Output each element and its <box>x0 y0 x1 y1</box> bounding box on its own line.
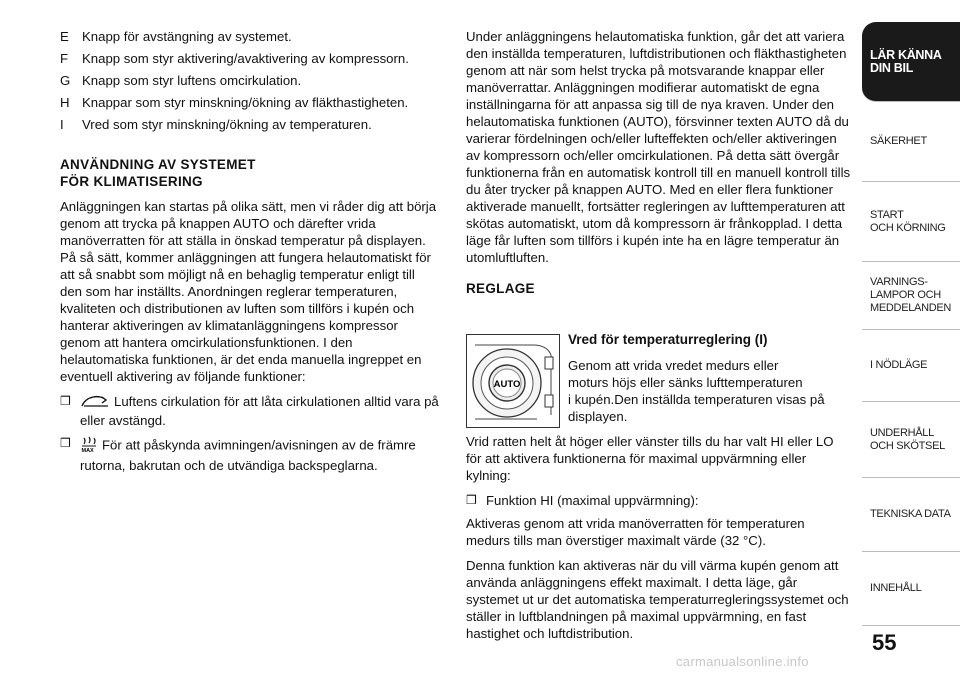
tab-sakerhet[interactable] <box>862 102 960 182</box>
tab-label: VARNINGS- LAMPOR OCH MEDDELANDEN <box>870 276 952 314</box>
list-letter: I <box>60 117 64 132</box>
temperature-knob-image <box>466 334 560 428</box>
tab-label: UNDERHÅLL OCH SKÖTSEL <box>870 426 945 452</box>
list-letter: E <box>60 29 69 44</box>
tab-label: INNEHÅLL <box>870 582 922 594</box>
chapter-sidebar <box>862 0 960 677</box>
paragraph: Denna funktion kan aktiveras när du vill värma kupén genom att använda anläggningens effekt maximalt. I detta läge, går systemet ut ur det automatiska temperaturregleringssystemet och ställer in luftblandningen på maximal uppvärmning, en fast hastighet och luftdistribution. <box>466 558 849 641</box>
list-letter: G <box>60 73 71 88</box>
list-text: Knapp som styr luftens omcirkulation. <box>82 73 302 88</box>
watermark: carmanualsonline.info <box>676 654 809 669</box>
knob-text: Genom att vrida vredet medurs eller moturs höjs eller sänks lufttemperaturen i kupén.Den inställda temperaturen visas på displayen. <box>568 358 825 424</box>
tab-tekniska-data[interactable] <box>862 478 960 552</box>
tab-label: TEKNISKA DATA <box>870 508 951 520</box>
tab-start-och-korning[interactable] <box>862 182 960 262</box>
tab-label: I NÖDLÄGE <box>870 359 928 371</box>
tab-lar-kanna-din-bil[interactable] <box>862 22 960 102</box>
tab-underhall-och-skotsel[interactable] <box>862 402 960 478</box>
tab-innehall[interactable] <box>862 552 960 626</box>
tab-label: LÄR KÄNNA DIN BIL <box>870 47 942 75</box>
right-column-continued <box>466 433 852 650</box>
bullet-text: Funktion HI (maximal uppvärmning): <box>486 493 699 508</box>
list-text: Vred som styr minskning/ökning av temperaturen. <box>82 117 372 132</box>
checkbox-bullet-icon: ❒ <box>60 435 71 450</box>
tab-varningslampor[interactable] <box>862 262 960 330</box>
max-label: MAX <box>81 447 94 453</box>
paragraph: Vrid ratten helt åt höger eller vänster tills du har valt HI eller LO för att aktivera funktionerna för maximal uppvärmning eller kylning: <box>466 434 834 483</box>
list-text: Knappar som styr minskning/ökning av fläkthastigheten. <box>82 95 409 110</box>
tab-i-nodlage[interactable] <box>862 330 960 402</box>
checkbox-bullet-icon: ❒ <box>60 394 71 408</box>
list-item <box>60 28 440 45</box>
paragraph: Under anläggningens helautomatiska funktion, går det att variera den inställda temperaturen, luftdistributionen och fläkthastigheten genom att när som helst trycka på motsvarande knappar eller manöverrattar. Anläggningen modifierar automatiskt de egna inställningarna för att anpassa sig till de nya kraven. Under den helautomatiska funktionen (AUTO), försvinner texten AUTO då du varierar fördelningen och/eller lufteffekten och/eller aktiveringen av kompressorn och/eller omcirkulationen. På detta sätt övergår funktionerna från en automatisk kontroll till en manuell kontroll tills du åter trycker på knappen AUTO. Med en eller flera funktioner aktiverade manuellt, fortsätter regleringen av lufttemperaturen att skötas automatiskt, utom då kompressorn är frånkopplad. I detta läge får luften som tillförs i kupén inte ha en lägre temperatur än utomluftluften. <box>466 29 851 265</box>
section-heading: REGLAGE <box>466 281 535 296</box>
right-column <box>466 28 852 297</box>
left-column <box>60 28 440 480</box>
bullet-item <box>60 393 440 429</box>
tab-label: START OCH KÖRNING <box>870 208 946 234</box>
bullet-item <box>60 435 440 474</box>
list-item <box>60 94 440 111</box>
section-heading: FÖR KLIMATISERING <box>60 174 203 189</box>
paragraph: Anläggningen kan startas på olika sätt, men vi råder dig att börja genom att trycka på knappen AUTO och därefter vrida manöverratten för att ställa in önskad temperatur på displayen. På så sätt, kommer anläggningen att fungera helautomatiskt för att så snabbt som möjligt nå en behaglig temperatur enligt till den som har inställts. Anordningen reglerar temperaturen, kvaliteten och distributionen av luften som tillförs i kupén och hanterar aktiveringen av klimatanläggningens kompressor genom att hantera omcirkulationsfunktionen. I den helautomatiska funktionen, är det enda manuella ingreppet en eventuell aktivering av följande funktioner: <box>60 199 437 384</box>
page-number: 55 <box>872 630 897 655</box>
tab-label: SÄKERHET <box>870 135 927 147</box>
knob-description <box>568 332 850 425</box>
list-text: Knapp för avstängning av systemet. <box>82 29 292 44</box>
paragraph: Aktiveras genom att vrida manöverratten för temperaturen medurs tills man överstiger maximalt värde (32 °C). <box>466 516 805 548</box>
section-heading: ANVÄNDNING AV SYSTEMET <box>60 157 256 172</box>
list-letter: H <box>60 95 70 110</box>
auto-label: AUTO <box>493 379 521 390</box>
list-item <box>60 116 440 133</box>
list-item <box>60 72 440 89</box>
list-item <box>60 50 440 67</box>
knob-title: Vred för temperaturreglering (I) <box>568 332 768 347</box>
list-text: Knapp som styr aktivering/avaktivering av kompressorn. <box>82 51 409 66</box>
checkbox-bullet-icon: ❒ <box>466 493 477 507</box>
list-letter: F <box>60 51 69 66</box>
bullet-item <box>466 492 852 509</box>
recirculation-icon <box>80 394 110 412</box>
bullet-text: Luftens cirkulation för att låta cirkulationen alltid vara på eller avstängd. <box>80 394 439 428</box>
bullet-text: För att påskynda avimningen/avisningen av de främre rutorna, bakrutan och de utvändiga backspeglarna. <box>80 437 416 473</box>
max-defrost-icon <box>80 435 98 457</box>
